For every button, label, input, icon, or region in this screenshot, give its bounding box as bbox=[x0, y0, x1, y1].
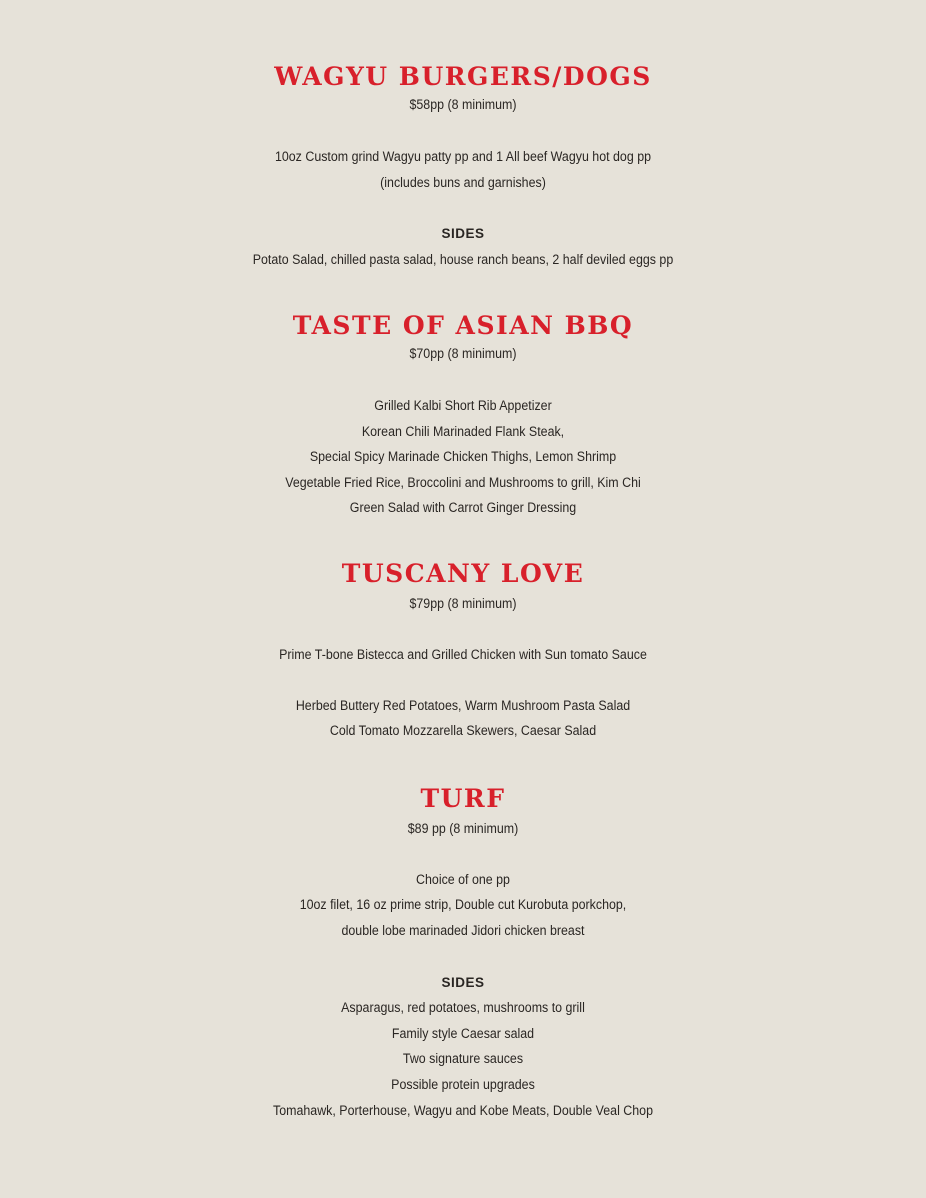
sides-line: Two signature sauces bbox=[402, 1051, 524, 1066]
section-price-asian-bbq: $70pp (8 minimum) bbox=[409, 346, 517, 361]
sides-line: Tomahawk, Porterhouse, Wagyu and Kobe Meats, Double Veal Chop bbox=[273, 1103, 653, 1118]
sides-heading: SIDES bbox=[441, 226, 485, 241]
sides-heading: SIDES bbox=[441, 975, 485, 990]
sides-line: Possible protein upgrades bbox=[391, 1077, 535, 1092]
menu-line: double lobe marinaded Jidori chicken breast bbox=[341, 923, 585, 938]
menu-line: Prime T-bone Bistecca and Grilled Chicken with Sun tomato Sauce bbox=[279, 647, 647, 662]
menu-line: Green Salad with Carrot Ginger Dressing bbox=[349, 500, 577, 515]
section-title-wagyu: WAGYU BURGERS/DOGS bbox=[274, 62, 652, 91]
menu-line: 10oz Custom grind Wagyu patty pp and 1 All beef Wagyu hot dog pp bbox=[274, 149, 652, 164]
menu-line: Cold Tomato Mozzarella Skewers, Caesar Salad bbox=[329, 723, 597, 738]
menu-line: Korean Chili Marinaded Flank Steak, bbox=[361, 424, 565, 439]
menu-line: 10oz filet, 16 oz prime strip, Double cut Kurobuta porkchop, bbox=[299, 897, 627, 912]
menu-line: Choice of one pp bbox=[416, 872, 510, 887]
menu-line: Special Spicy Marinade Chicken Thighs, Lemon Shrimp bbox=[309, 449, 617, 464]
section-price-tuscany: $79pp (8 minimum) bbox=[409, 596, 517, 611]
section-title-turf: TURF bbox=[420, 784, 506, 813]
sides-line: Potato Salad, chilled pasta salad, house ranch beans, 2 half deviled eggs pp bbox=[252, 252, 674, 267]
menu-line: Vegetable Fried Rice, Broccolini and Mushrooms to grill, Kim Chi bbox=[285, 475, 641, 490]
menu-line: Grilled Kalbi Short Rib Appetizer bbox=[374, 398, 552, 413]
menu-line: Herbed Buttery Red Potatoes, Warm Mushroom Pasta Salad bbox=[295, 698, 631, 713]
section-price-turf: $89 pp (8 minimum) bbox=[407, 821, 519, 836]
section-title-asian-bbq: TASTE OF ASIAN BBQ bbox=[292, 311, 634, 340]
menu-line: (includes buns and garnishes) bbox=[380, 175, 546, 190]
section-price-wagyu: $58pp (8 minimum) bbox=[409, 97, 517, 112]
sides-line: Asparagus, red potatoes, mushrooms to grill bbox=[341, 1000, 585, 1015]
section-title-tuscany: TUSCANY LOVE bbox=[341, 559, 585, 588]
sides-line: Family style Caesar salad bbox=[391, 1026, 535, 1041]
